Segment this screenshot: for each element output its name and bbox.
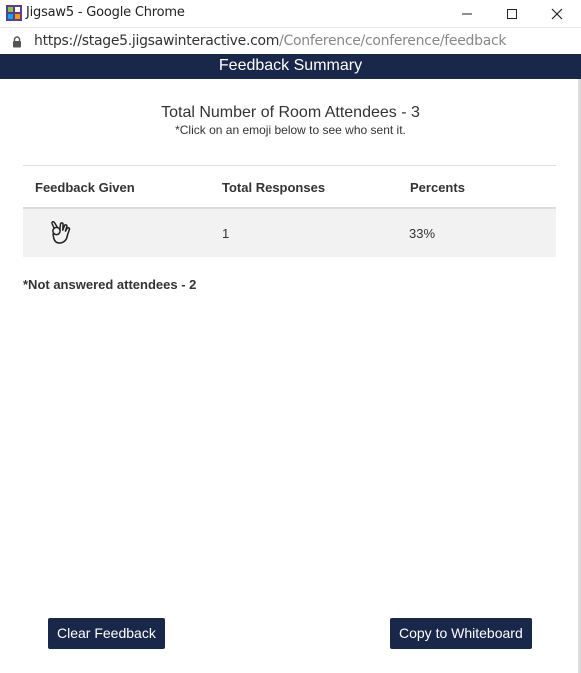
maximize-icon[interactable] xyxy=(489,0,535,27)
table-row xyxy=(23,209,556,257)
not-answered-attendees: *Not answered attendees - 2 xyxy=(23,277,197,292)
url-text[interactable] xyxy=(34,33,506,49)
url-host: https://stage5.jigsawinteractive.com xyxy=(34,33,280,49)
clear-feedback-button[interactable]: Clear Feedback xyxy=(48,618,165,649)
column-percents: Percents xyxy=(410,180,465,195)
feedback-table xyxy=(23,165,556,257)
url-path: /Conference/conference/feedback xyxy=(279,33,507,49)
copy-to-whiteboard-button[interactable]: Copy to Whiteboard xyxy=(390,618,532,649)
column-feedback-given: Feedback Given xyxy=(35,180,135,195)
column-total-responses: Total Responses xyxy=(222,180,326,195)
window-titlebar xyxy=(0,0,581,27)
lock-icon xyxy=(12,35,22,47)
emoji-hint: *Click on an emoji below to see who sent it. xyxy=(175,123,406,137)
page-header xyxy=(0,54,581,79)
app-icon xyxy=(6,5,22,21)
page-title: Feedback Summary xyxy=(218,57,363,74)
window-title: Jigsaw5 - Google Chrome xyxy=(26,5,185,20)
ok-hand-icon[interactable] xyxy=(49,221,71,245)
table-header xyxy=(23,165,556,209)
total-responses-value: 1 xyxy=(222,226,230,241)
total-attendees: Total Number of Room Attendees - 3 xyxy=(161,104,420,121)
minimize-icon[interactable] xyxy=(444,0,490,27)
address-bar[interactable] xyxy=(0,27,581,54)
percent-value: 33% xyxy=(409,226,436,241)
close-icon[interactable] xyxy=(534,0,580,27)
